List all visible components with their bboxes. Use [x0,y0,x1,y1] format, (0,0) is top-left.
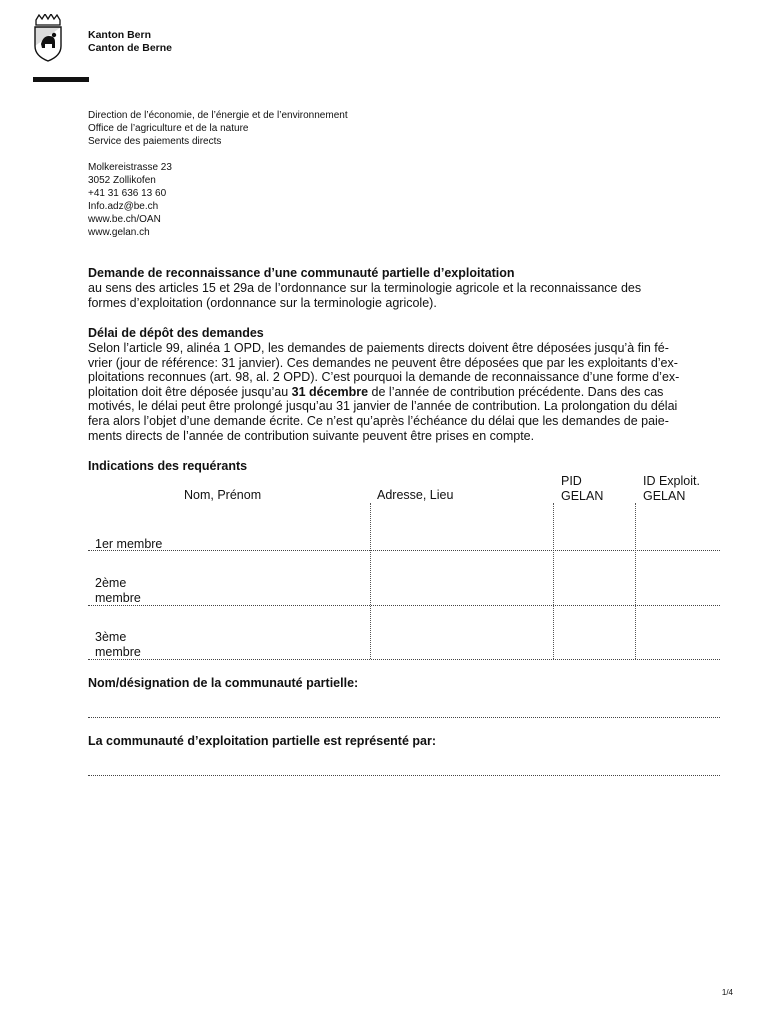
member-2-name-field[interactable] [160,552,370,604]
sender-department [88,109,348,148]
canton-bern-crest [33,14,63,62]
member-3-address-field[interactable] [371,607,553,658]
deadline-line: fera alors l’objet d’une demande écrite. Ce n’est qu’après l’échéance du délai que les demandes de paie- [88,413,669,428]
col-header-name: Nom, Prénom [184,488,262,502]
address-line: www.gelan.ch [88,227,150,238]
canton-name-de: Kanton Bern [88,29,151,41]
member-1-pid-field[interactable] [554,503,635,549]
sender-address [88,161,172,239]
col-header-address: Adresse, Lieu [377,488,454,502]
partial-community-label: Nom/désignation de la communauté partielle: [88,676,359,690]
address-line: 3052 Zollikofen [88,175,156,186]
address-line: Info.adz@be.ch [88,201,159,212]
request-title: Demande de reconnaissance d’une communauté partielle d’exploitation [88,266,515,280]
table-row-line [88,550,720,551]
member-label: membre [95,644,141,659]
address-line: Molkereistrasse 23 [88,162,172,173]
member-row-label [95,576,141,605]
member-label: 3ème [95,630,127,644]
table-row-line [88,659,720,660]
sender-line: Direction de l’économie, de l’énergie et de l’environnement [88,110,348,121]
canton-name [88,29,172,55]
member-label: membre [95,590,141,605]
partial-community-line [88,717,720,718]
deadline-line: motivés, le délai peut être prolongé jusqu’au 31 janvier de l’année de contribution. La prolongation du délai [88,399,678,414]
deadline-paragraph [88,341,733,443]
deadline-line: Selon l’article 99, alinéa 1 OPD, les demandes de paiements directs doivent être déposées jusqu’à fin fé- [88,341,669,355]
deadline-line [88,385,733,400]
canton-name-fr: Canton de Berne [88,42,173,54]
deadline-date: 31 décembre [291,384,369,399]
deadline-line: vrier (jour de référence: 31 janvier). Ces demandes ne peuvent être déposées que par les exploitants d’ex- [88,355,678,370]
member-2-pid-field[interactable] [554,552,635,604]
request-description [88,281,733,310]
header-rule [33,77,89,82]
deadline-line: ments directs de l’année de contribution suivante peuvent être prises en compte. [88,428,535,443]
request-line: au sens des articles 15 et 29a de l’ordonnance sur la terminologie agricole et la reconnaissance des [88,281,642,295]
represented-by-field[interactable] [88,758,720,775]
member-3-name-field[interactable] [160,607,370,658]
deadline-line: ploitations reconnues (art. 98, al. 2 OPD). C’est pourquoi la demande de reconnaissance d’une forme d’ex- [88,370,680,385]
member-2-id-field[interactable] [636,552,720,604]
member-3-pid-field[interactable] [554,607,635,658]
deadline-text: ploitation doit être déposée jusqu’au [88,384,292,399]
sender-line: Service des paiements directs [88,136,222,147]
address-line: www.be.ch/OAN [88,214,161,225]
represented-by-label: La communauté d’exploitation partielle est représenté par: [88,734,437,748]
deadline-text: de l’année de contribution précédente. Dans des cas [368,384,664,399]
table-row-line [88,605,720,606]
col-header-pid-line2: GELAN [561,488,604,503]
request-line: formes d’exploitation (ordonnance sur la terminologie agricole). [88,295,437,310]
sender-line: Office de l’agriculture et de la nature [88,123,249,134]
col-header-pid-line1: PID [561,474,582,488]
page-number: 1/4 [721,988,733,997]
member-2-address-field[interactable] [371,552,553,604]
col-header-id-line1: ID Exploit. [643,474,700,488]
member-1-name-field[interactable] [88,503,370,549]
address-line: +41 31 636 13 60 [88,188,167,199]
col-header-id-line2: GELAN [643,488,686,503]
deadline-title: Délai de dépôt des demandes [88,326,264,340]
member-label: 1er membre [95,537,163,551]
partial-community-field[interactable] [88,700,720,717]
represented-by-line [88,775,720,776]
member-row-label [95,630,141,659]
applicants-title: Indications des requérants [88,459,248,473]
member-1-id-field[interactable] [636,503,720,549]
member-1-address-field[interactable] [371,503,553,549]
col-header-pid [561,474,603,503]
member-3-id-field[interactable] [636,607,720,658]
member-label: 2ème [95,576,127,590]
col-header-id [643,474,700,503]
